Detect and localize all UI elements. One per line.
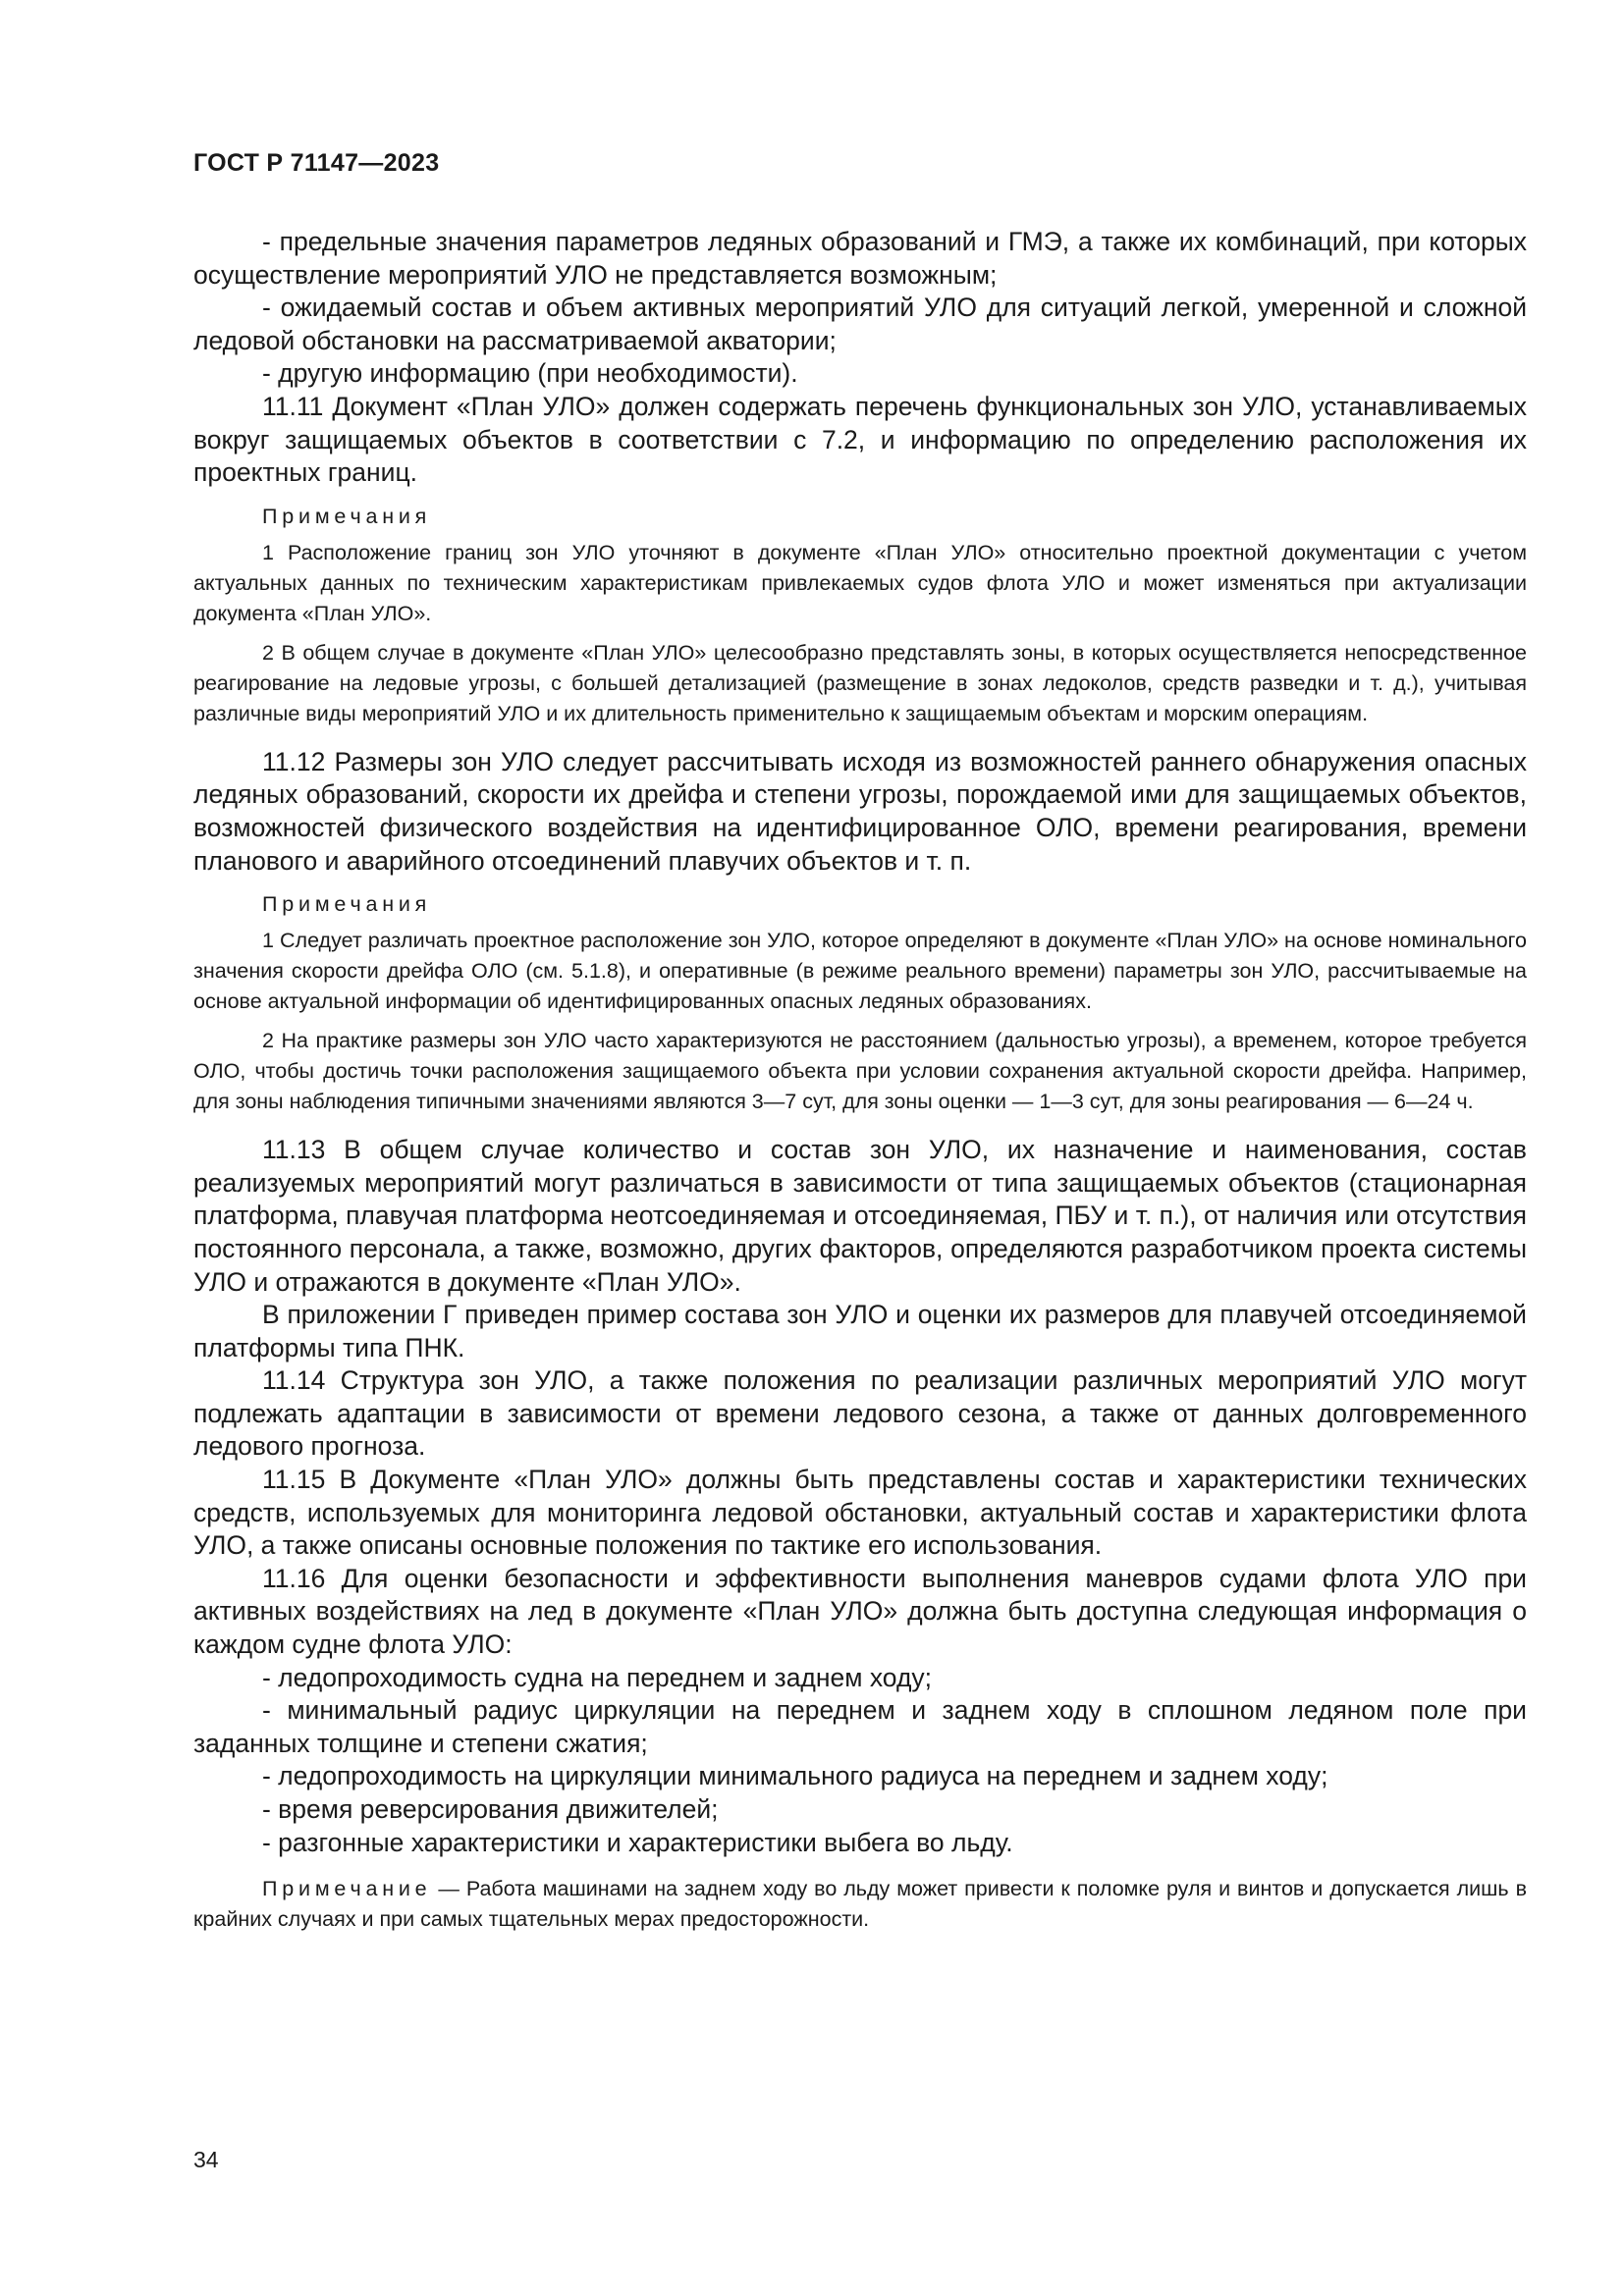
list-item: - минимальный радиус циркуляции на переднем и заднем ходу в сплошном ледяном поле при заданных толщине и степени сжатия; (193, 1695, 1527, 1758)
paragraph-11-15: 11.15 В Документе «План УЛО» должны быть представлены состав и характеристики технических средств, используемых для мониторинга ледовой обстановки, актуальный состав и характеристики флота УЛО, а также описаны основные положения по тактике его использования. (193, 1465, 1527, 1561)
note-item: 1 Следует различать проектное расположение зон УЛО, которое определяют в документе «План УЛО» на основе номинального значения скорости дрейфа ОЛО (см. 5.1.8), и оперативные (в режиме реального времени) параметры зон УЛО, рассчитываемые на основе актуальной информации об идентифицированных опасных ледяных образованиях. (193, 929, 1527, 1014)
list-item: - время реверсирования движителей; (262, 1794, 719, 1824)
paragraph-11-11: 11.11 Документ «План УЛО» должен содержать перечень функциональных зон УЛО, устанавливаемых вокруг защищаемых объектов в соответствии с 7.2, и информацию по определению расположения их проектных границ. (193, 391, 1527, 488)
final-note-heading: Примечание (262, 1877, 432, 1901)
note-item: 2 В общем случае в документе «План УЛО» целесообразно представлять зоны, в которых осуществляется непосредственное реагирование на ледовые угрозы, с большей детализацией (размещение в зонах ледоколов, средств разведки и т. д.), учитывая различные виды мероприятий УЛО и их длительность применительно к защищаемым объектам и морским операциям. (193, 640, 1527, 725)
paragraph-11-14: 11.14 Структура зон УЛО, а также положения по реализации различных мероприятий УЛО могут подлежать адаптации в зависимости от времени ледового сезона, а также от данных долговременного ледового прогноза. (193, 1365, 1527, 1462)
list-item: - предельные значения параметров ледяных образований и ГМЭ, а также их комбинаций, при которых осуществление мероприятий УЛО не представляется возможным; (193, 227, 1527, 290)
paragraph-appendix-g: В приложении Г приведен пример состава зон УЛО и оценки их размеров для плавучей отсоединяемой платформы типа ПНК. (193, 1300, 1527, 1362)
final-note (193, 1874, 1527, 1935)
paragraph-11-12: 11.12 Размеры зон УЛО следует рассчитывать исходя из возможностей раннего обнаружения опасных ледяных образований, скорости их дрейфа и степени угрозы, порождаемой ими для защищаемых объектов, возможностей физического воздействия на идентифицированное ОЛО, времени реагирования, времени планового и аварийного отсоединений плавучих объектов и т. п. (193, 746, 1527, 876)
notes-heading: Примечания (262, 504, 432, 528)
list-item: - ожидаемый состав и объем активных мероприятий УЛО для ситуаций легкой, умеренной и сложной ледовой обстановки на рассматриваемой акватории; (193, 293, 1527, 355)
note-item: 1 Расположение границ зон УЛО уточняют в документе «План УЛО» относительно проектной документации с учетом актуальных данных по техническим характеристикам привлекаемых судов флота УЛО и может изменяться при актуализации документа «План УЛО». (193, 540, 1527, 625)
list-item: - ледопроходимость судна на переднем и заднем ходу; (262, 1662, 933, 1692)
notes-heading: Примечания (262, 892, 432, 917)
list-item: - разгонные характеристики и характеристики выбега во льду. (262, 1827, 1013, 1857)
final-note-text: — Работа машинами на заднем ходу во льду может привести к поломке руля и винтов и допускается лишь в крайних случаях и при самых тщательных мерах предосторожности. (193, 1877, 1527, 1932)
paragraph-11-16: 11.16 Для оценки безопасности и эффективности выполнения маневров судами флота УЛО при активных воздействиях на лед в документе «План УЛО» должна быть доступна следующая информация о каждом судне флота УЛО: (193, 1563, 1527, 1660)
paragraph-11-13: 11.13 В общем случае количество и состав зон УЛО, их назначение и наименования, состав реализуемых мероприятий могут различаться в зависимости от типа защищаемых объектов (стационарная платформа, плавучая платформа неотсоединяемая и отсоединяемая, ПБУ и т. п.), от наличия или отсутствия постоянного персонала, а также, возможно, других факторов, определяются разработчиком проекта системы УЛО и отражаются в документе «План УЛО». (193, 1135, 1527, 1297)
note-item: 2 На практике размеры зон УЛО часто характеризуются не расстоянием (дальностью угрозы), а временем, которое требуется ОЛО, чтобы достичь точки расположения защищаемого объекта при условии сохранения актуальной скорости дрейфа. Например, для зоны наблюдения типичными значениями являются 3—7 сут, для зоны оценки — 1—3 сут, для зоны реагирования — 6—24 ч. (193, 1029, 1527, 1114)
page-number: 34 (193, 2147, 219, 2172)
document-body (193, 226, 1527, 1935)
list-item: - ледопроходимость на циркуляции минимального радиуса на переднем и заднем ходу; (262, 1761, 1328, 1791)
list-item: - другую информацию (при необходимости). (262, 358, 798, 389)
document-code: ГОСТ Р 71147—2023 (193, 149, 440, 177)
